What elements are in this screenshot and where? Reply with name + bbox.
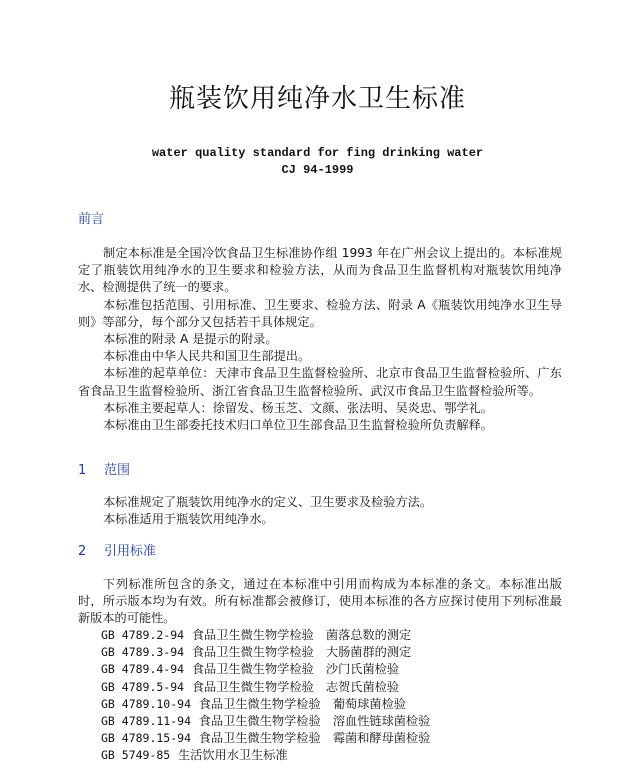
standard-code: CJ 94-1999 [281,163,354,177]
reference-item [101,661,561,678]
reference-item [101,679,561,696]
reference-name: 食品卫生微生物学检验 菌落总数的测定 [191,628,412,642]
section-2-intro [78,576,562,628]
document-title: 瓶装饮用纯净水卫生标准 [168,84,466,114]
foreword-paragraph: 本标准由卫生部委托技术归口单位卫生部食品卫生监督检验所负责解释。 [103,418,493,433]
section-2-title: 引用标准 [104,544,157,559]
section-1-title: 范围 [104,463,131,478]
reference-code: GB 4789.3-94 [101,645,185,660]
foreword-heading [78,211,104,228]
section-1-paragraph: 本标准适用于瓶装饮用纯净水。 [103,512,274,527]
reference-code: GB 4789.4-94 [101,662,185,677]
foreword-heading-label: 前言 [78,212,105,227]
section-1-paragraph: 本标准规定了瓶装饮用纯净水的定义、卫生要求及检验方法。 [103,495,433,509]
foreword-paragraph: 本标准由中华人民共和国卫生部提出。 [103,349,311,364]
reference-code: GB 4789.15-94 [101,731,192,746]
section-2-paragraph: 下列标准所包含的条文，通过在本标准中引用而构成为本标准的条文。本标准出版时，所示版本均为有效。所有标准都会被修订，使用本标准的各方应探讨使用下列标准最新版本的可能性。 [78,577,562,626]
reference-item [101,747,561,764]
reference-name: 食品卫生微生物学检验 沙门氏菌检验 [191,662,400,677]
reference-list [101,627,561,765]
reference-code: GB 4789.5-94 [101,679,185,694]
reference-code: GB 4789.2-94 [101,628,185,642]
foreword-paragraph: 本标准包括范围、引用标准、卫生要求、检验方法、附录 A《瓶装饮用纯净水卫生导则》等部分，每个部分又包括若干具体规定。 [78,297,562,329]
english-subtitle: water quality standard for fing drinking water [151,146,484,160]
reference-code: GB 5749-85 [101,748,171,763]
reference-name: 食品卫生微生物学检验 大肠菌群的测定 [191,645,412,660]
reference-name: 食品卫生微生物学检验 霉菌和酵母菌检验 [198,731,431,746]
reference-item [101,713,561,730]
section-1-number: 1 [78,463,87,478]
foreword-body [78,245,562,434]
section-2-heading [78,543,156,560]
section-1-heading [78,462,130,479]
reference-name: 食品卫生微生物学检验 溶血性链球菌检验 [198,713,431,728]
reference-name: 食品卫生微生物学检验 志贺氏菌检验 [191,679,400,694]
reference-item [101,644,561,661]
reference-code: GB 4789.10-94 [101,696,192,711]
reference-name: 食品卫生微生物学检验 葡萄球菌检验 [198,696,406,711]
reference-code: GB 4789.11-94 [101,713,192,728]
section-2-number: 2 [78,544,87,559]
foreword-paragraph: 制定本标准是全国冷饮食品卫生标准协作组 1993 年在广州会议上提出的。本标准规定了瓶装饮用纯净水的卫生要求和检验方法，从而为食品卫生监督机构对瓶装饮用纯净水、检测提供了统一的要求。 [78,246,562,295]
section-1-body [78,494,562,528]
reference-item [101,696,561,713]
foreword-paragraph: 本标准主要起草人：徐留发、杨玉芝、文颜、张法明、吴炎忠、鄂学礼。 [103,400,493,415]
reference-item [101,730,561,747]
reference-item [101,627,561,644]
foreword-paragraph: 本标准的附录 A 是提示的附录。 [103,332,278,347]
foreword-paragraph: 本标准的起草单位：天津市食品卫生监督检验所、北京市食品卫生监督检验所、广东省食品卫生监督检验所、浙江省食品卫生监督检验所、武汉市食品卫生监督检验所等。 [78,366,562,398]
reference-name: 生活饮用水卫生标准 [178,748,288,763]
